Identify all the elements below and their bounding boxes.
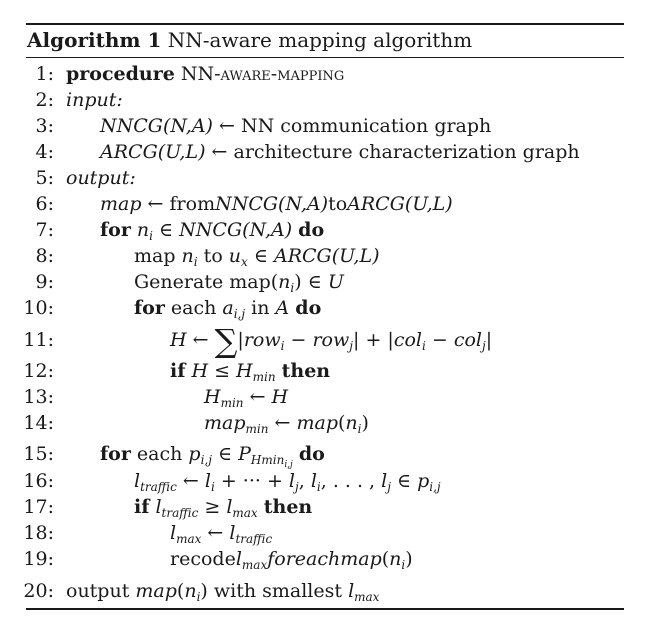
line-number: 10: <box>23 297 54 319</box>
algorithm-title: NN-aware mapping algorithm <box>167 28 473 52</box>
line-number: 13: <box>23 386 54 408</box>
line-content: for each $p_{i,j}$ ∈ $P_{Hmin_{i,j}}$ do <box>100 443 325 470</box>
line-content: output: <box>66 167 136 189</box>
line-content: $l_{max}$ ← $l_{traffic}$ <box>170 522 273 546</box>
line-content: NNCG(N,A) ← NN communication graph <box>100 115 492 137</box>
line-number: 18: <box>23 522 54 544</box>
line-number: 11: <box>23 329 54 351</box>
procedure-name: NN-aware-mapping <box>180 63 345 85</box>
line-content: H ← ∑|row$_i$ − row$_j$| + |col$_i$ − col$_j$| <box>170 322 493 360</box>
algorithm-caption <box>27 26 472 54</box>
line-content: map$_{min}$ ← $map(n_i)$ <box>204 412 369 436</box>
line-number: 9: <box>35 271 54 293</box>
line-content: $l_{traffic}$ ← $l_i$ + ··· + $l_j$, $l_i$, . . . , $l_j$ ∈ $p_{i,j}$ <box>134 470 441 494</box>
bottom-rule <box>26 608 624 610</box>
line-content: output $map(n_i)$ with smallest $l_{max}$ <box>66 580 380 604</box>
line-number: 14: <box>23 412 54 434</box>
line-content: $recodel_{max}foreachmap(n_i)$ <box>170 548 413 572</box>
line-content: Generate $map(n_i)$ ∈ U <box>134 271 344 295</box>
line-number: 12: <box>23 360 54 382</box>
line-number: 20: <box>23 580 54 602</box>
algorithm-label: Algorithm 1 <box>27 28 162 52</box>
line-number: 4: <box>35 141 54 163</box>
line-content: for $n_i$ ∈ NNCG(N,A) do <box>100 219 325 243</box>
line-number: 8: <box>35 245 54 267</box>
line-content: if $l_{traffic} \ge l_{max}$ then <box>134 496 313 520</box>
line-number: 19: <box>23 548 54 570</box>
line-content: ARCG(U,L) ← architecture characterization graph <box>100 141 580 163</box>
line-number: 3: <box>35 115 54 137</box>
line-content: if $H \le H_{min}$ then <box>170 360 331 384</box>
line-content: procedure NN-aware-mapping <box>66 63 345 85</box>
line-content: for each $a_{i,j}$ in A do <box>134 297 322 321</box>
line-content: input: <box>66 89 123 111</box>
line-content: map $n_i$ to $u_x$ ∈ ARCG(U,L) <box>134 245 380 269</box>
line-number: 6: <box>35 193 54 215</box>
line-number: 15: <box>23 443 54 465</box>
line-number: 1: <box>35 63 54 85</box>
line-number: 17: <box>23 496 54 518</box>
line-number: 2: <box>35 89 54 111</box>
summation-symbol: ∑ <box>214 322 238 360</box>
line-content: map ← fromNNCG(N,A)toARCG(U,L) <box>100 193 453 215</box>
line-content: $H_{min}$ ← H <box>204 386 289 410</box>
caption-rule <box>26 57 624 58</box>
top-rule <box>26 23 624 25</box>
line-number: 7: <box>35 219 54 241</box>
line-number: 16: <box>23 470 54 492</box>
line-number: 5: <box>35 167 54 189</box>
